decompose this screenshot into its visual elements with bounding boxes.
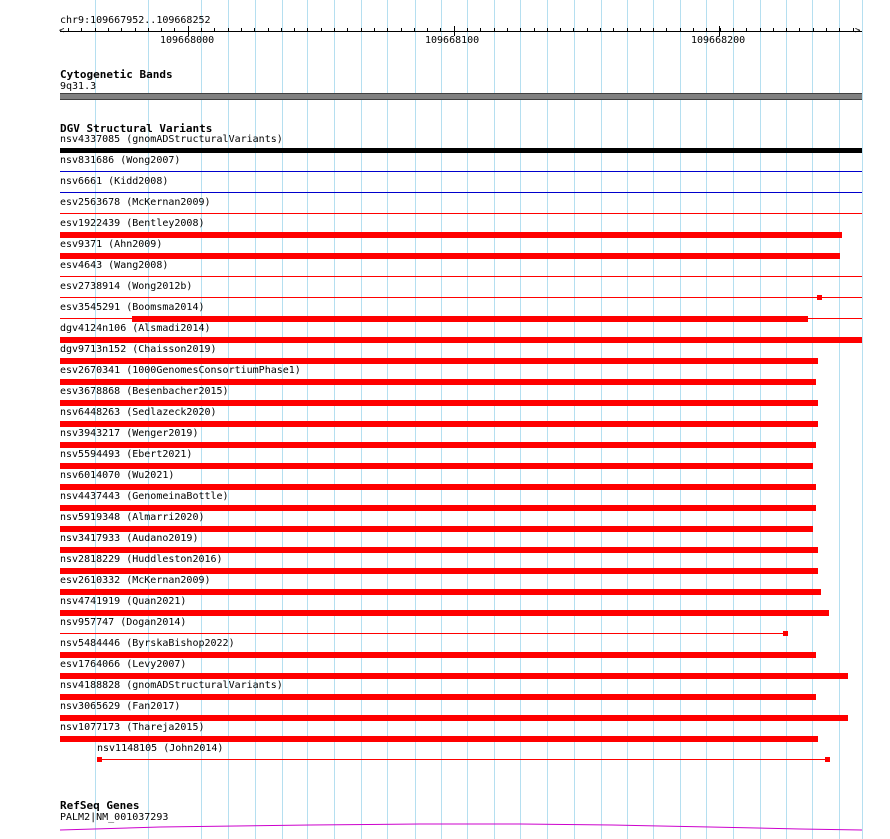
grid-line (733, 0, 734, 839)
dgv-variant-feature[interactable] (60, 379, 816, 385)
ruler-minor-tick (773, 28, 774, 32)
dgv-variant-feature[interactable] (60, 568, 818, 574)
cytoband-label: 9q31.3 (60, 81, 97, 92)
refseq-gene-model[interactable] (0, 820, 890, 839)
dgv-variant-feature[interactable] (60, 400, 818, 406)
ruler-minor-tick (374, 28, 375, 32)
dgv-variant-label[interactable]: nsv957747 (Dogan2014) (60, 617, 187, 628)
ruler-tick-label: 109668000 (160, 35, 215, 46)
ruler-minor-tick (613, 28, 614, 32)
grid-line (547, 0, 548, 839)
dgv-variant-label[interactable]: esv2610332 (McKernan2009) (60, 575, 211, 586)
ruler-minor-tick (108, 28, 109, 32)
dgv-variant-feature[interactable] (99, 759, 827, 760)
grid-line (361, 0, 362, 839)
ruler-minor-tick (68, 28, 69, 32)
ruler-minor-tick (813, 28, 814, 32)
ruler-minor-tick (467, 28, 468, 32)
ruler-minor-tick (95, 28, 96, 32)
ruler-minor-tick (401, 28, 402, 32)
dgv-variant-label[interactable]: esv2670341 (1000GenomesConsortiumPhase1) (60, 365, 301, 376)
ruler-minor-tick (307, 28, 308, 32)
ruler-minor-tick (560, 28, 561, 32)
dgv-variant-label[interactable]: nsv4337085 (gnomADStructuralVariants) (60, 134, 283, 145)
ruler-minor-tick (334, 28, 335, 32)
dgv-variant-label[interactable]: nsv3065629 (Fan2017) (60, 701, 181, 712)
dgv-variant-feature[interactable] (60, 484, 816, 490)
dgv-variant-feature[interactable] (60, 337, 862, 343)
dgv-variant-label[interactable]: esv3678868 (Besenbacher2015) (60, 386, 229, 397)
ruler-position: chr9:109667952..109668252 (60, 15, 211, 26)
ruler-minor-tick (534, 28, 535, 32)
dgv-variant-feature[interactable] (60, 442, 816, 448)
ruler-minor-tick (520, 28, 521, 32)
dgv-variant-feature[interactable] (60, 253, 840, 259)
ruler-minor-tick (254, 28, 255, 32)
dgv-track-title[interactable]: DGV Structural Variants (60, 122, 213, 135)
dgv-variant-label[interactable]: nsv5919348 (Almarri2020) (60, 512, 205, 523)
dgv-variant-feature[interactable] (132, 316, 808, 322)
dgv-variant-feature[interactable] (60, 715, 848, 721)
ruler-minor-tick (600, 28, 601, 32)
grid-line (415, 0, 416, 839)
ruler-minor-tick (799, 28, 800, 32)
ruler-minor-tick (121, 28, 122, 32)
dgv-variant-feature[interactable] (60, 547, 818, 553)
grid-line (786, 0, 787, 839)
ruler-minor-tick (666, 28, 667, 32)
ruler-minor-tick (294, 28, 295, 32)
dgv-variant-label[interactable]: nsv1077173 (Thareja2015) (60, 722, 205, 733)
ruler-tick-label: 109668100 (425, 35, 480, 46)
dgv-variant-label[interactable]: nsv4741919 (Quan2021) (60, 596, 187, 607)
ruler-minor-tick (760, 28, 761, 32)
grid-line (228, 0, 229, 839)
refseq-gene-label: PALM2|NM_001037293 (60, 812, 169, 823)
dgv-variant-label[interactable]: esv1764066 (Levy2007) (60, 659, 187, 670)
grid-line (334, 0, 335, 839)
dgv-variant-feature[interactable] (60, 633, 785, 634)
ruler-minor-tick (826, 28, 827, 32)
grid-line (441, 0, 442, 839)
grid-line (812, 0, 813, 839)
dgv-variant-label[interactable]: nsv2818229 (Huddleston2016) (60, 554, 223, 565)
dgv-variant-feature[interactable] (60, 526, 813, 532)
ruler-minor-tick (693, 28, 694, 32)
ruler-minor-tick (440, 28, 441, 32)
dgv-variant-feature[interactable] (60, 276, 862, 277)
dgv-variant-feature[interactable] (60, 673, 848, 679)
cytobands-track-title[interactable]: Cytogenetic Bands (60, 68, 173, 81)
dgv-variant-label[interactable]: esv3545291 (Boomsma2014) (60, 302, 205, 313)
dgv-variant-feature[interactable] (60, 297, 862, 298)
ruler-minor-tick (480, 28, 481, 32)
grid-line (520, 0, 521, 839)
grid-line (282, 0, 283, 839)
dgv-variant-label[interactable]: esv2563678 (McKernan2009) (60, 197, 211, 208)
ruler-minor-tick (720, 28, 721, 32)
ruler-minor-tick (161, 28, 162, 32)
dgv-variant-label[interactable]: dgv4124n106 (Alsmadi2014) (60, 323, 211, 334)
ruler-minor-tick (573, 28, 574, 32)
ruler-minor-tick (321, 28, 322, 32)
ruler-minor-tick (653, 28, 654, 32)
dgv-variant-label[interactable]: nsv5594493 (Ebert2021) (60, 449, 193, 460)
grid-line (760, 0, 761, 839)
dgv-variant-label[interactable]: esv9371 (Ahn2009) (60, 239, 163, 250)
ruler-minor-tick (214, 28, 215, 32)
ruler-minor-tick (853, 28, 854, 32)
ruler-minor-tick (174, 28, 175, 32)
ruler-minor-tick (387, 28, 388, 32)
ruler-minor-tick (746, 28, 747, 32)
ruler-minor-tick (587, 28, 588, 32)
grid-line (653, 0, 654, 839)
dgv-variant-feature[interactable] (60, 589, 821, 595)
ruler-minor-tick (507, 28, 508, 32)
dgv-variant-feature[interactable] (60, 736, 818, 742)
ruler-minor-tick (268, 28, 269, 32)
dgv-variant-label[interactable]: dgv9713n152 (Chaisson2019) (60, 344, 217, 355)
ruler-minor-tick (361, 28, 362, 32)
dgv-variant-label[interactable]: nsv831686 (Wong2007) (60, 155, 181, 166)
ruler-minor-tick (241, 28, 242, 32)
ruler-minor-tick (81, 28, 82, 32)
dgv-variant-feature[interactable] (60, 463, 813, 469)
ruler-minor-tick (414, 28, 415, 32)
dgv-variant-label[interactable]: nsv4437443 (GenomeinaBottle) (60, 491, 229, 502)
dgv-variant-feature[interactable] (60, 358, 818, 364)
grid-line (467, 0, 468, 839)
grid-line (307, 0, 308, 839)
dgv-variant-feature[interactable] (60, 232, 842, 238)
grid-line (627, 0, 628, 839)
ruler-minor-tick (640, 28, 641, 32)
dgv-variant-label[interactable]: esv2738914 (Wong2012b) (60, 281, 193, 292)
dgv-variant-feature[interactable] (60, 610, 829, 616)
ruler-minor-tick (547, 28, 548, 32)
dgv-variant-feature[interactable] (60, 148, 862, 153)
ruler-minor-tick (228, 28, 229, 32)
dgv-variant-endpoint[interactable] (97, 757, 102, 762)
ruler-minor-tick (494, 28, 495, 32)
dgv-variant-label[interactable]: nsv4188828 (gnomADStructuralVariants) (60, 680, 283, 691)
ruler-minor-tick (706, 28, 707, 32)
dgv-variant-endpoint[interactable] (817, 295, 822, 300)
dgv-variant-feature[interactable] (60, 192, 862, 193)
dgv-variant-feature[interactable] (60, 171, 862, 172)
ruler-minor-tick (427, 28, 428, 32)
dgv-variant-label[interactable]: nsv1148105 (John2014) (97, 743, 224, 754)
grid-line (862, 0, 863, 839)
dgv-variant-label[interactable]: esv1922439 (Bentley2008) (60, 218, 205, 229)
dgv-variant-feature[interactable] (60, 694, 816, 700)
grid-line (601, 0, 602, 839)
ruler-minor-tick (786, 28, 787, 32)
grid-line (255, 0, 256, 839)
grid-line (387, 0, 388, 839)
dgv-variant-label[interactable]: nsv6661 (Kidd2008) (60, 176, 169, 187)
ruler-minor-tick (135, 28, 136, 32)
ruler-right-arrow-icon: > (855, 26, 861, 36)
ruler-minor-tick (680, 28, 681, 32)
ruler-minor-tick (733, 28, 734, 32)
dgv-variant-label[interactable]: nsv6014070 (Wu2021) (60, 470, 175, 481)
cytoband-bar[interactable] (60, 93, 862, 100)
dgv-variant-feature[interactable] (60, 213, 862, 214)
ruler-minor-tick (281, 28, 282, 32)
dgv-variant-label[interactable]: nsv6448263 (Sedlazeck2020) (60, 407, 217, 418)
grid-line (680, 0, 681, 839)
dgv-variant-endpoint[interactable] (825, 757, 830, 762)
dgv-variant-feature[interactable] (60, 421, 818, 427)
gene-intron-line (60, 824, 862, 830)
dgv-variant-endpoint[interactable] (783, 631, 788, 636)
ruler-minor-tick (148, 28, 149, 32)
dgv-variant-label[interactable]: esv4643 (Wang2008) (60, 260, 169, 271)
dgv-variant-feature[interactable] (60, 505, 816, 511)
dgv-variant-label[interactable]: nsv3417933 (Audano2019) (60, 533, 199, 544)
dgv-variant-label[interactable]: nsv5484446 (ByrskaBishop2022) (60, 638, 235, 649)
ruler-left-arrow-icon: < (59, 26, 65, 36)
dgv-variant-label[interactable]: nsv3943217 (Wenger2019) (60, 428, 199, 439)
ruler-minor-tick (347, 28, 348, 32)
grid-line (574, 0, 575, 839)
ruler-minor-tick (201, 28, 202, 32)
grid-line (494, 0, 495, 839)
ruler-axis (60, 31, 862, 32)
ruler-tick-label: 109668200 (691, 35, 746, 46)
ruler-minor-tick (839, 28, 840, 32)
ruler-minor-tick (627, 28, 628, 32)
grid-line (706, 0, 707, 839)
dgv-variant-feature[interactable] (60, 652, 816, 658)
grid-line (839, 0, 840, 839)
refseq-track-title[interactable]: RefSeq Genes (60, 799, 140, 812)
